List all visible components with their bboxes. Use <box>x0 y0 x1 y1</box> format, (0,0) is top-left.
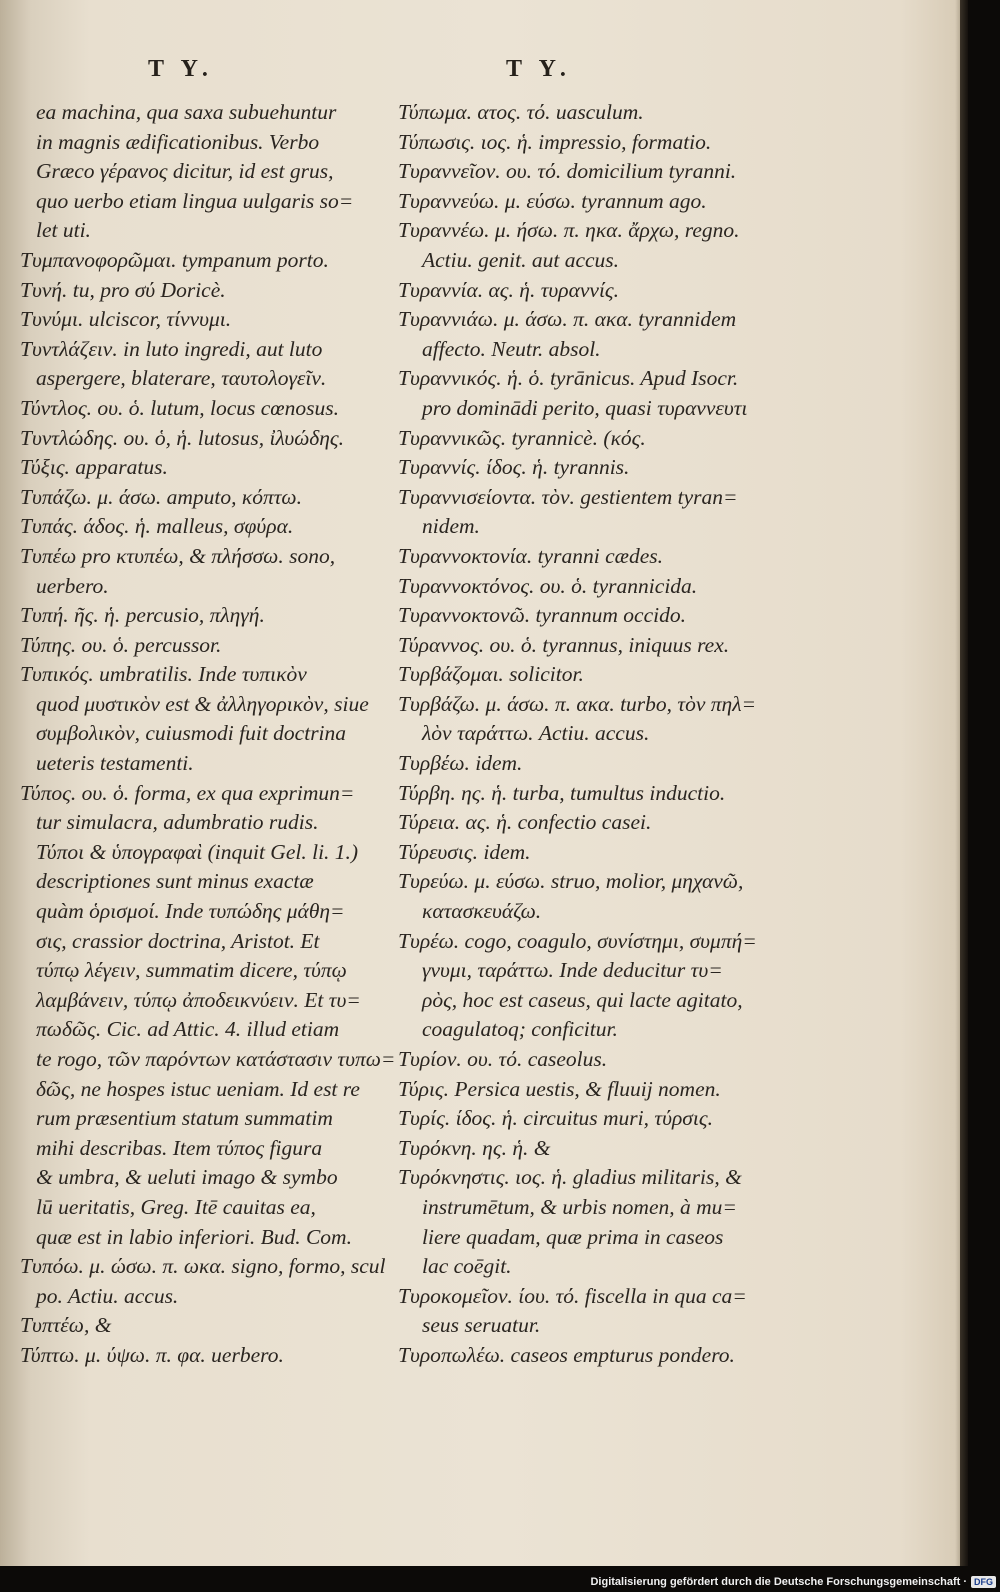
dictionary-line: Τυρόκνηστις. ιος. ἡ. gladius militaris, & <box>398 1165 742 1190</box>
dictionary-line: πωδῶς. Cic. ad Attic. 4. illud etiam <box>36 1017 340 1042</box>
dictionary-line: nidem. <box>422 514 480 539</box>
dictionary-line: Τύξις. apparatus. <box>20 455 168 480</box>
dictionary-line: Τυπή. ῆς. ἡ. percusio, πληγή. <box>20 603 265 628</box>
dictionary-line: Τυραννιάω. μ. άσω. π. ακα. tyrannidem <box>398 307 737 332</box>
dictionary-line: Græco γέρανος dicitur, id est grus, <box>36 159 334 184</box>
dictionary-line: Τυπτέω, & <box>20 1313 112 1338</box>
dictionary-line: Τυντλάζειν. in luto ingredi, aut luto <box>20 336 323 361</box>
left-column <box>20 98 396 1371</box>
dictionary-line: Τυνύμι. ulciscor, τίννυμι. <box>20 307 232 332</box>
dictionary-line: Τυρέω. cogo, coagulo, συνίστημι, συμπή= <box>398 928 757 953</box>
digitization-footer <box>590 1574 996 1590</box>
dictionary-line: po. Actiu. accus. <box>36 1283 179 1308</box>
dictionary-line: Τυραννίς. ίδος. ἡ. tyrannis. <box>398 455 630 480</box>
dictionary-line: Τυνή. tu, pro σύ Doricè. <box>20 277 226 302</box>
dictionary-line: Τύραννος. ου. ὁ. tyrannus, iniquus rex. <box>398 632 730 657</box>
dictionary-line: ea machina, qua saxa subuehuntur <box>36 100 337 124</box>
dictionary-line: rum præsentium statum summatim <box>36 1106 333 1131</box>
dictionary-line: seus seruatur. <box>422 1313 541 1338</box>
dictionary-line: Τυρβάζομαι. solicitor. <box>398 662 584 687</box>
dictionary-line: Τύρβη. ης. ἡ. turba, tumultus inductio. <box>398 780 726 805</box>
dictionary-line: Τυρόκνη. ης. ἡ. & <box>398 1135 551 1160</box>
dictionary-line: & umbra, & ueluti imago & symbo <box>36 1165 338 1190</box>
dictionary-line: Τύπωσις. ιος. ἡ. impressio, formatio. <box>398 129 712 154</box>
dictionary-line: aspergere, blaterare, ταυτολογεῖν. <box>36 366 327 391</box>
dictionary-line: Τυροκομεῖον. ίου. τό. fiscella in qua ca= <box>398 1283 747 1308</box>
dictionary-line: Τύρευσις. idem. <box>398 839 531 864</box>
dictionary-line: Τύντλος. ου. ὁ. lutum, locus cœnosus. <box>20 395 340 420</box>
dictionary-line: Actiu. genit. aut accus. <box>422 247 620 272</box>
dictionary-line: instrumētum, & urbis nomen, à mu= <box>422 1194 737 1219</box>
dictionary-line: Τυραννοκτονῶ. tyrannum occido. <box>398 603 686 628</box>
dictionary-line: affecto. Neutr. absol. <box>422 336 601 361</box>
dictionary-line: Τυραννισείοντα. τὸν. gestientem tyran= <box>398 484 738 509</box>
dictionary-line: Τυπάς. άδος. ἡ. malleus, σφύρα. <box>20 514 294 539</box>
dictionary-line: Τυρβάζω. μ. άσω. π. ακα. turbo, τὸν πηλ= <box>398 691 757 716</box>
dictionary-line: quo uerbo etiam lingua uulgaris so= <box>36 188 354 213</box>
dictionary-line: Τυπέω pro κτυπέω, & πλήσσω. sono, <box>20 543 336 568</box>
running-header-right: T Y. <box>506 56 572 82</box>
dictionary-line: Τυραννικῶς. tyrannicè. (κός. <box>398 425 646 450</box>
page-edge-shadow <box>960 0 968 1566</box>
dictionary-line: te rogo, τῶν παρόντων κατάστασιν τυπω= <box>36 1047 396 1071</box>
dictionary-line: mihi describas. Item τύπος figura <box>36 1135 323 1160</box>
dictionary-line: Τυρεύω. μ. εύσω. struo, molior, μηχανῶ, <box>398 869 744 894</box>
dictionary-line: κατασκευάζω. <box>422 899 542 924</box>
dictionary-line: descriptiones sunt minus exactæ <box>36 869 314 894</box>
dictionary-line: Τύπος. ου. ὁ. forma, ex qua exprimun= <box>20 780 355 805</box>
dictionary-line: quod μυστικὸν est & ἀλληγορικὸν, siue <box>36 691 369 716</box>
dictionary-line: Τύρις. Persica uestis, & fluuij nomen. <box>398 1076 721 1101</box>
dictionary-line: let uti. <box>36 218 91 243</box>
dictionary-line: Τύποι & ὑπογραφαὶ (inquit Gel. li. 1.) <box>36 839 359 864</box>
dictionary-line: in magnis ædificationibus. Verbo <box>36 129 320 154</box>
dictionary-line: δῶς, ne hospes istuc ueniam. Id est re <box>36 1076 360 1101</box>
dictionary-line: Τυραννοκτονία. tyranni cædes. <box>398 543 663 568</box>
dictionary-line: Τύπτω. μ. ύψω. π. φα. uerbero. <box>20 1342 284 1367</box>
dictionary-line: συμβολικὸν, cuiusmodi fuit doctrina <box>36 721 347 746</box>
dictionary-line: quæ est in labio inferiori. Bud. Com. <box>36 1224 352 1249</box>
running-header-left: T Y. <box>148 56 214 82</box>
dictionary-line: Τυραννία. ας. ἡ. τυραννίς. <box>398 277 620 302</box>
dictionary-line: τύπῳ λέγειν, summatim dicere, τύπῳ <box>36 958 347 983</box>
dictionary-line: liere quadam, quæ prima in caseos <box>422 1224 724 1249</box>
dictionary-line: ueteris testamenti. <box>36 751 194 776</box>
dictionary-line: Τυρβέω. idem. <box>398 751 523 776</box>
dictionary-line: Τυπόω. μ. ώσω. π. ωκα. signo, formo, scul <box>20 1254 386 1279</box>
dictionary-line: lū ueritatis, Greg. Itē cauitas ea, <box>36 1194 316 1219</box>
dictionary-line: uerbero. <box>36 573 109 598</box>
dictionary-line: γνυμι, ταράττω. Inde deducitur τυ= <box>422 958 723 983</box>
dictionary-line: Τυραννικός. ἡ. ὁ. tyrānicus. Apud Isocr. <box>398 366 739 391</box>
dictionary-line: Τύπωμα. ατος. τό. uasculum. <box>398 100 644 124</box>
dictionary-line: Τυπικός. umbratilis. Inde τυπικὸν <box>20 662 307 687</box>
dictionary-line: Τυραννεύω. μ. εύσω. tyrannum ago. <box>398 188 707 213</box>
dictionary-line: Τυντλώδης. ου. ὁ, ἡ. lutosus, ἰλυώδης. <box>20 425 345 450</box>
right-column <box>398 98 757 1371</box>
dictionary-line: Τυμπανοφορῶμαι. tympanum porto. <box>20 247 329 272</box>
dictionary-line: λαμβάνειν, τύπῳ ἀποδεικνύειν. Et τυ= <box>36 987 361 1012</box>
dictionary-line: Τύπης. ου. ὁ. percussor. <box>20 632 222 657</box>
dictionary-line: ρὸς, hoc est caseus, qui lacte agitato, <box>422 987 743 1012</box>
dictionary-line: coagulatoq; conficitur. <box>422 1017 618 1042</box>
dictionary-line: Τυραννέω. μ. ήσω. π. ηκα. ἄρχω, regno. <box>398 218 740 243</box>
dictionary-line: Τυροπωλέω. caseos empturus pondero. <box>398 1342 735 1367</box>
dictionary-line: pro dominādi perito, quasi τυραννευτι <box>422 395 748 420</box>
dfg-logo: DFG <box>971 1576 996 1588</box>
dictionary-line: λὸν ταράττω. Actiu. accus. <box>422 721 650 746</box>
dictionary-line: tur simulacra, adumbratio rudis. <box>36 810 319 835</box>
dictionary-line: lac coēgit. <box>422 1254 512 1279</box>
dictionary-line: quàm ὁρισμοί. Inde τυπώδης μάθη= <box>36 899 345 924</box>
dictionary-line: Τυρίον. ου. τό. caseolus. <box>398 1047 608 1071</box>
dictionary-line: Τυραννεῖον. ου. τό. domicilium tyranni. <box>398 159 737 184</box>
dictionary-line: σις, crassior doctrina, Aristot. Et <box>36 928 320 953</box>
footer-credit: Digitalisierung gefördert durch die Deutsche Forschungsgemeinschaft · <box>590 1576 967 1588</box>
dictionary-line: Τυπάζω. μ. άσω. amputo, κόπτω. <box>20 484 302 509</box>
dictionary-line: Τυρίς. ίδος. ἡ. circuitus muri, τύρσις. <box>398 1106 713 1131</box>
dictionary-line: Τύρεια. ας. ἡ. confectio casei. <box>398 810 652 835</box>
dictionary-line: Τυραννοκτόνος. ου. ὁ. tyrannicida. <box>398 573 698 598</box>
